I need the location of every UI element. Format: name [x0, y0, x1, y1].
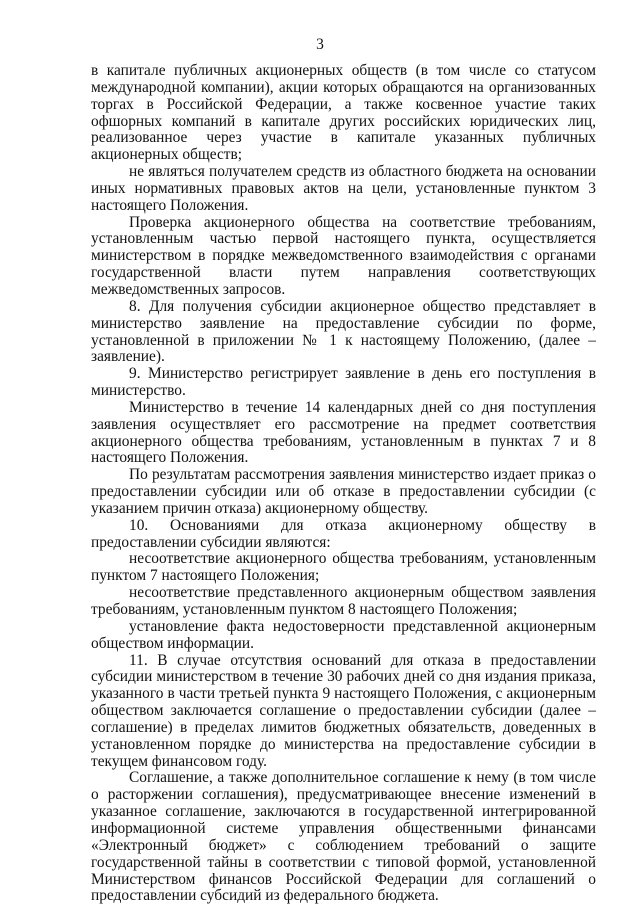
paragraph-verification: Проверка акционерного общества на соответствие требованиям, установленным частью первой настоящего пункта, осуществляется министерством в порядке межведомственного взаимодействия с органами государственной власти путем направления соответствующих межведомственных запросов. [91, 213, 596, 298]
paragraph-review-period: Министерство в течение 14 календарных дней со дня поступления заявления осуществляет его рассмотрение на предмет соответствия акционерного общества требованиям, установленным в пунктах 7 и 8 настоящего Положения. [91, 398, 596, 467]
paragraph-refusal-reason-2: несоответствие представленного акционерным обществом заявления требованиям, установленным пунктом 8 настоящего Положения; [91, 584, 596, 618]
document-body [91, 63, 596, 905]
paragraph-continuation: в капитале публичных акционерных обществ (в том числе со статусом международной компании), акции которых обращаются на организованных торгах в Российской Федерации, а также косвенное участие таких офшорных компаний в капитале других российских юридических лиц, реализованное через участие в капитале указанных публичных акционерных обществ; [91, 62, 596, 164]
paragraph-order: По результатам рассмотрения заявления министерство издает приказ о предоставлении субсидии или об отказе в предоставлении субсидии (с указанием причин отказа) акционерному обществу. [91, 466, 596, 517]
paragraph-item-10: 10. Основаниями для отказа акционерному обществу в предоставлении субсидии являются: [91, 516, 596, 551]
paragraph-refusal-reason-3: установление факта недостоверности представленной акционерным обществом информации. [91, 617, 596, 652]
paragraph-agreement: Соглашение, а также дополнительное соглашение к нему (в том числе о расторжении соглашения), предусматривающее внесение изменений в указанное соглашение, заключаются в государственной интегрированной информационной системе управления общественными финансами «Электронный бюджет» с соблюдением требований о защите государственной тайны в соответствии с типовой формой, установленной Министерством финансов Российской Федерации для соглашений о предоставлении субсидий из федерального бюджета. [91, 769, 596, 905]
paragraph-refusal-reason-1: несоответствие акционерного общества требованиям, установленным пунктом 7 настоящего Положения; [91, 550, 596, 585]
paragraph-budget-recipient: не являться получателем средств из областного бюджета на основании иных нормативных правовых актов на цели, установленные пунктом 3 настоящего Положения. [91, 163, 596, 214]
page-number: 3 [316, 36, 324, 53]
paragraph-item-8: 8. Для получения субсидии акционерное общество представляет в министерство заявление на предоставление субсидии по форме, установленной в приложении № 1 к настоящему Положению, (далее – заявление). [91, 297, 596, 366]
paragraph-item-11: 11. В случае отсутствия оснований для отказа в предоставлении субсидии министерством в течение 30 рабочих дней со дня издания приказа, указанного в части третьей пункта 9 настоящего Положения, с акционерным обществом заключается соглашение о предоставлении субсидии (далее – соглашение) в пределах лимитов бюджетных обязательств, доведенных в установленном порядке до министерства на предоставление субсидии в текущем финансовом году. [91, 651, 596, 770]
paragraph-item-9: 9. Министерство регистрирует заявление в день его поступления в министерство. [91, 365, 596, 400]
